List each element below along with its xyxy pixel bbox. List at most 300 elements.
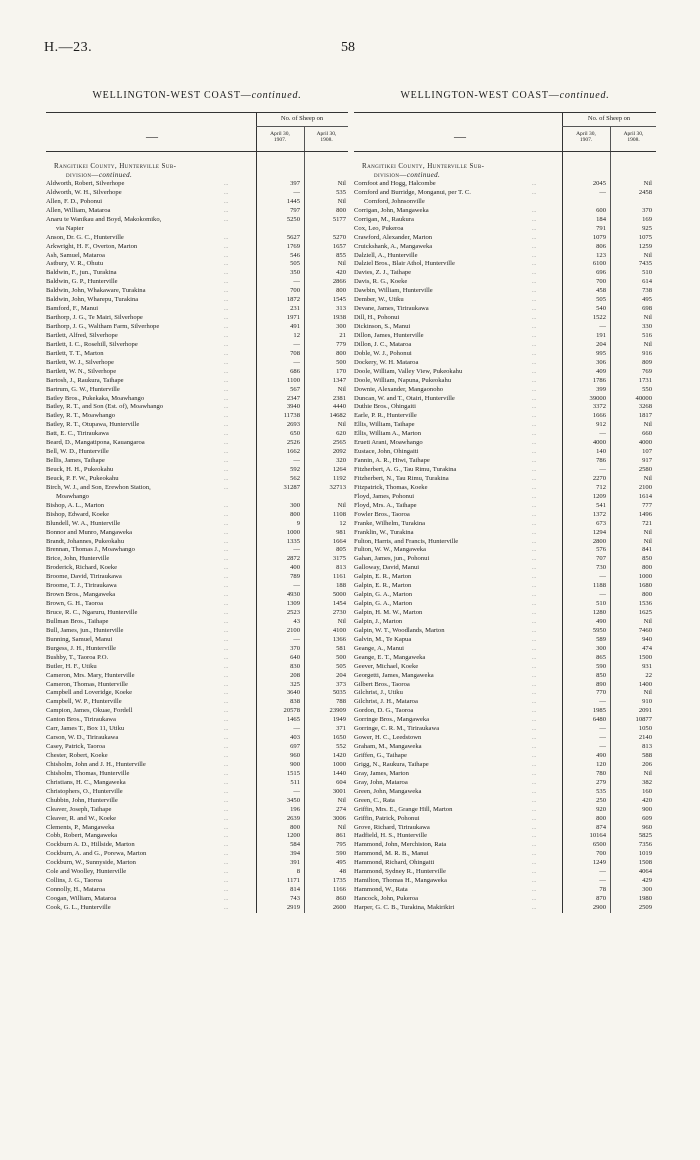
- owner-name: Campbell and Loveridge, Koeke: [46, 689, 133, 697]
- leader-dots: ...: [532, 395, 537, 402]
- table-row: [354, 752, 656, 761]
- sheep-1907: —: [293, 546, 300, 554]
- owner-name: Bamford, F., Manui: [46, 305, 99, 313]
- leader-dots: ...: [224, 896, 229, 902]
- year-1907-header: April 30, 1907.: [270, 131, 290, 143]
- leader-dots: ...: [532, 610, 537, 616]
- leader-dots: ...: [532, 860, 537, 867]
- leader-dots: ...: [224, 297, 229, 304]
- sheep-1907: 1100: [287, 376, 300, 384]
- leader-dots: ...: [224, 842, 229, 849]
- leader-dots: ...: [532, 744, 537, 751]
- sheep-1907: 3640: [286, 689, 300, 697]
- sheep-1908: Nil: [643, 528, 652, 536]
- leader-dots: ...: [532, 753, 537, 759]
- sheep-1907: 700: [596, 850, 606, 858]
- table-row: [354, 555, 656, 564]
- leader-dots: ...: [532, 770, 537, 777]
- leader-dots: ...: [224, 243, 229, 250]
- owner-name: Cockburn A. D., Hillside, Marton: [46, 841, 135, 849]
- sheep-1907: —: [293, 358, 300, 366]
- sheep-1908: 5270: [332, 233, 346, 241]
- sheep-1908: 3006: [332, 814, 346, 822]
- leader-dots: ...: [224, 815, 229, 822]
- owner-name: Collins, J. G., Taoroa: [46, 877, 103, 885]
- sheep-1907: 800: [596, 814, 606, 822]
- sheep-1908: 160: [642, 787, 652, 795]
- table-row: [354, 520, 656, 529]
- sheep-1908: 3175: [332, 555, 346, 563]
- sheep-1907: 2639: [286, 814, 300, 822]
- sheep-1908: 800: [336, 287, 346, 295]
- owner-name: Doble, W. J., Pohonui: [354, 349, 412, 357]
- leader-dots: ...: [224, 708, 229, 715]
- table-row: [354, 859, 656, 868]
- leader-dots: ...: [532, 726, 537, 733]
- sheep-1907: 306: [596, 358, 606, 366]
- table-row: [354, 546, 656, 555]
- sheep-1907: —: [599, 323, 606, 330]
- sheep-1907: 2800: [592, 537, 606, 545]
- sheep-1907: 1335: [286, 537, 300, 545]
- sheep-1908: 40000: [635, 394, 652, 402]
- sheep-1908: 1454: [332, 600, 346, 608]
- leader-dots: ...: [532, 297, 537, 304]
- sheep-1907: 797: [290, 206, 300, 214]
- sheep-1907: 400: [290, 564, 300, 572]
- table-body: [354, 152, 656, 913]
- sheep-1908: 917: [642, 457, 652, 465]
- sheep-1907: 120: [596, 760, 606, 768]
- sheep-1907: 490: [596, 752, 606, 759]
- table-row: [46, 707, 348, 716]
- sheep-1908: 698: [642, 305, 652, 313]
- table-row: [46, 234, 348, 243]
- table-row: [46, 895, 348, 904]
- table-row: [46, 502, 348, 511]
- owner-name: Bartlett, T. T., Marton: [46, 349, 104, 357]
- column-title: WELLINGTON-WEST COAST—continued.: [92, 90, 302, 101]
- leader-dots: ...: [224, 368, 229, 375]
- owner-name: Franke, Wilhelm, Turakina: [354, 519, 426, 527]
- owner-name: Gahan, James, jun., Pohonui: [354, 555, 430, 563]
- leader-dots: ...: [224, 261, 229, 268]
- left-column: [46, 90, 348, 913]
- sheep-1908: 841: [642, 546, 652, 554]
- sheep-1907: 140: [596, 448, 606, 456]
- sheep-1907: 686: [290, 367, 300, 375]
- table-row: [354, 386, 656, 395]
- owner-name: Dillon, James, Hunterville: [354, 331, 424, 339]
- owner-name: Bartlett, W. N., Silverhope: [46, 367, 117, 375]
- leader-dots: ...: [532, 761, 537, 768]
- table-row: [354, 403, 656, 412]
- table-row: [354, 305, 656, 314]
- sheep-1907: 708: [290, 349, 300, 357]
- owner-name: Dember, W., Utiku: [354, 296, 404, 304]
- leader-dots: ...: [224, 350, 229, 357]
- sheep-1908: Nil: [643, 340, 652, 348]
- table-row: [46, 511, 348, 520]
- sheep-1908: 1075: [638, 233, 652, 241]
- sheep-1907: 6100: [592, 260, 606, 268]
- sheep-1908: 1420: [332, 752, 346, 759]
- table-row: [46, 457, 348, 466]
- sheep-1908: 813: [642, 743, 652, 751]
- sheep-1907: 1171: [287, 877, 300, 885]
- leader-dots: ...: [224, 332, 229, 339]
- owner-name: Griffen, G., Taihape: [354, 752, 407, 759]
- table-row: [354, 439, 656, 448]
- owner-name: Brown, G. H., Taoroa: [46, 600, 104, 608]
- sheep-1907: 707: [596, 555, 606, 563]
- sheep-1908: 604: [336, 778, 346, 786]
- left-rows: [46, 180, 348, 913]
- sheep-1907: —: [599, 868, 606, 876]
- table-row: [354, 466, 656, 475]
- sheep-1908: 1508: [638, 859, 652, 867]
- sheep-1908: 373: [336, 680, 346, 688]
- leader-dots: ...: [224, 324, 229, 330]
- sheep-1907: 8: [296, 868, 300, 876]
- sheep-1907: 204: [596, 340, 606, 348]
- table-row: [46, 636, 348, 645]
- sheep-1908: 660: [642, 430, 652, 438]
- sheep-1907: 2693: [286, 421, 300, 429]
- leader-dots: ...: [532, 547, 537, 554]
- table-row: [354, 716, 656, 725]
- sheep-1908: 1259: [638, 242, 652, 250]
- table-row: [354, 591, 656, 600]
- table-row: [46, 868, 348, 877]
- sheep-1908: 1050: [638, 725, 652, 733]
- sheep-1908: 925: [642, 224, 652, 232]
- leader-dots: ...: [532, 458, 537, 465]
- sheep-1908: 107: [642, 448, 652, 456]
- sheep-1907: —: [599, 743, 606, 751]
- table-row: [354, 341, 656, 350]
- leader-dots: ...: [224, 824, 229, 831]
- sheep-1908: 813: [336, 564, 346, 572]
- table-row: [354, 314, 656, 323]
- table-row: [354, 877, 656, 886]
- sheep-1907: 960: [290, 752, 300, 759]
- owner-name: Carr, James T., Box 11, Utiku: [46, 725, 125, 733]
- owner-name: Gray, John, Mataroa: [354, 778, 408, 786]
- sheep-1907: 1985: [592, 707, 606, 715]
- owner-name: Batley, R. T., Moawhango: [46, 412, 116, 420]
- sheep-1908: 188: [336, 582, 346, 590]
- owner-name: Harper, G. C. B., Turakina, Makirikiri: [354, 903, 455, 911]
- leader-dots: ...: [224, 663, 229, 670]
- sheep-1907: 850: [596, 671, 606, 679]
- sheep-1907: 231: [290, 305, 300, 313]
- owner-name: Bishop, Edward, Koeke: [46, 510, 109, 518]
- leader-dots: ...: [224, 627, 229, 634]
- leader-dots: ...: [532, 181, 537, 187]
- owner-name: Galpin, E. R., Marton: [354, 573, 412, 581]
- leader-dots: ...: [224, 753, 229, 759]
- table-row: [46, 618, 348, 627]
- sheep-1908: 500: [336, 653, 346, 661]
- leader-dots: ...: [532, 431, 537, 438]
- owner-name: Connolly, H., Mataroa: [46, 886, 106, 894]
- page-header: [44, 40, 656, 60]
- sheep-1908: 429: [642, 877, 652, 885]
- table-row: [354, 609, 656, 618]
- leader-dots: ...: [532, 672, 537, 679]
- owner-name: Allen, William, Mataroa: [46, 206, 111, 214]
- leader-dots: ...: [224, 207, 229, 214]
- leader-dots: ...: [532, 350, 537, 357]
- sheep-1907: 2045: [592, 180, 606, 187]
- sheep-1908: 370: [642, 206, 652, 214]
- table-row: [46, 180, 348, 189]
- owner-name: Anson, Dr. G. C., Hunterville: [46, 233, 124, 241]
- owner-name: Gilbert Bros., Taoroa: [354, 680, 410, 688]
- table-row: [46, 207, 348, 216]
- sheep-1908: 620: [336, 430, 346, 438]
- sheep-1908: 420: [642, 796, 652, 804]
- sheep-1908: 330: [642, 323, 652, 330]
- table-row: [46, 654, 348, 663]
- leader-dots: ...: [224, 788, 229, 795]
- sheep-1908: 590: [336, 850, 346, 858]
- sheep-1908: 2580: [638, 466, 652, 473]
- owner-name: Gower, H. C., Leedstown: [354, 734, 422, 742]
- sheep-1907: 1465: [286, 716, 300, 724]
- sheep-1908: 1264: [332, 466, 346, 473]
- leader-dots: ...: [224, 636, 229, 643]
- leader-dots: ...: [224, 315, 229, 322]
- year-1907-header: April 30, 1907.: [576, 131, 596, 143]
- sheep-1908: 505: [336, 662, 346, 670]
- sheep-1907: 567: [290, 385, 300, 393]
- sheep-1908: 5035: [332, 689, 346, 697]
- table-row: [354, 627, 656, 636]
- sheep-1907: 325: [290, 680, 300, 688]
- leader-dots: ...: [224, 359, 229, 366]
- sheep-1908: 32713: [329, 483, 346, 491]
- leader-dots: ...: [224, 601, 229, 608]
- owner-name: Gorringe Bros., Mangaweka: [354, 716, 430, 724]
- sheep-1907: 1294: [592, 528, 606, 536]
- sheep-1908: 850: [642, 555, 652, 563]
- sheep-1908: 2140: [638, 734, 652, 742]
- leader-dots: ...: [224, 475, 229, 482]
- sheep-1907: 1249: [592, 859, 606, 867]
- table-row: [354, 645, 656, 654]
- sheep-1908: 1366: [332, 635, 346, 643]
- leader-dots: ...: [224, 502, 229, 509]
- leader-dots: ...: [532, 440, 537, 447]
- table-row: [46, 716, 348, 725]
- sheep-1908: 552: [336, 743, 346, 751]
- sheep-1908: 5177: [332, 215, 346, 223]
- leader-dots: ...: [532, 306, 537, 313]
- leader-dots: ...: [224, 234, 229, 241]
- owner-name: Beuck, P. F. W., Pukeokahu: [46, 474, 119, 482]
- leader-dots: ...: [532, 645, 537, 652]
- owner-name: Barthorp, J. G., Te Mairi, Silverhope: [46, 314, 143, 322]
- name-column-header: —: [146, 129, 158, 143]
- owner-name: Galpin, G. A., Marton: [354, 600, 413, 608]
- owner-name: Hammond, M. R. B., Manui: [354, 850, 429, 858]
- sheep-1907: 2900: [592, 903, 606, 911]
- leader-dots: ...: [224, 878, 229, 885]
- owner-name: Broome, T. J., Tiriraukawa: [46, 582, 117, 590]
- sheep-1908: 1440: [332, 769, 346, 777]
- table-row: [354, 841, 656, 850]
- sheep-1907: 2347: [286, 394, 300, 402]
- sheep-1908: 2091: [638, 707, 652, 715]
- table-body: [46, 152, 348, 913]
- leader-dots: ...: [532, 574, 537, 581]
- sheep-1907: 696: [596, 269, 606, 277]
- sheep-1907: 1000: [286, 528, 300, 536]
- leader-dots: ...: [532, 556, 537, 563]
- table-row: [354, 600, 656, 609]
- sheep-1908: 1664: [332, 537, 346, 545]
- owner-name: Clements, P., Mangaweka: [46, 823, 115, 831]
- owner-name: Fitzpatrick, Thomas, Koeke: [354, 483, 428, 491]
- sheep-1907: 1309: [286, 600, 300, 608]
- owner-name: Earle, P. R., Hunterville: [354, 412, 417, 420]
- sheep-1907: 39000: [589, 394, 606, 402]
- owner-name: Baldwin, G. P., Hunterville: [46, 278, 118, 286]
- sheep-1907: 397: [290, 180, 300, 187]
- leader-dots: ...: [224, 198, 229, 205]
- leader-dots: ...: [532, 565, 537, 572]
- owner-name: Brennan, Thomas J., Moawhango: [46, 546, 135, 554]
- column-title: WELLINGTON-WEST COAST—continued.: [400, 90, 610, 101]
- leader-dots: ...: [532, 583, 537, 590]
- table-row: [46, 395, 348, 404]
- owner-name: Batley Bros., Pukekaka, Moawhango: [46, 394, 145, 402]
- sheep-1907: 1280: [592, 609, 606, 616]
- leader-dots: ...: [224, 440, 229, 447]
- table-row: [46, 287, 348, 296]
- table-row: [46, 779, 348, 788]
- sheep-1907: 350: [290, 269, 300, 277]
- sheep-1907: 700: [596, 278, 606, 286]
- sheep-1907: 546: [290, 251, 300, 259]
- sheep-1907: 3940: [286, 403, 300, 411]
- sheep-1907: 5950: [592, 626, 606, 634]
- sheep-1907: 1971: [286, 314, 300, 322]
- table-row: [46, 439, 348, 448]
- owner-name: Carson, W. D., Tiriraukawa: [46, 734, 119, 742]
- sheep-1907: 874: [596, 823, 606, 831]
- table-row: [46, 904, 348, 913]
- sheep-1907: —: [599, 734, 606, 742]
- page-code: H.—23.: [44, 40, 93, 55]
- leader-dots: ...: [224, 806, 229, 813]
- sheep-1907: 6500: [592, 841, 606, 849]
- sheep-1908: Nil: [643, 314, 652, 322]
- owner-name: Fulton, Harris, and Francis, Hunterville: [354, 537, 459, 545]
- sheep-1908: 300: [336, 323, 346, 330]
- owner-name: Galvin, M., Te Kapua: [354, 635, 412, 643]
- table-row: [354, 260, 656, 269]
- sheep-count-header: No. of Sheep on: [562, 115, 656, 127]
- sheep-1907: 491: [290, 323, 300, 330]
- leader-dots: ...: [532, 538, 537, 545]
- sheep-1908: Nil: [337, 421, 346, 429]
- owner-name: Bartlett, Alfred, Silverhope: [46, 331, 118, 339]
- owner-name: Fitzherbert, A. G., Tau Rimu, Turakina: [354, 466, 457, 473]
- leader-dots: ...: [224, 386, 229, 393]
- table-row: [46, 216, 348, 225]
- owner-name: Galpin, W. T., Woodlands, Marton: [354, 626, 445, 634]
- leader-dots: ...: [532, 288, 537, 295]
- sheep-1907: 2523: [286, 609, 300, 616]
- sheep-1908: 7435: [638, 260, 652, 268]
- sheep-count-header: No. of Sheep on: [256, 115, 348, 127]
- table-row: [46, 609, 348, 618]
- sheep-1907: —: [293, 188, 300, 196]
- sheep-1908: 1735: [332, 877, 346, 885]
- leader-dots: ...: [224, 610, 229, 616]
- owner-name: Gray, James, Marton: [354, 769, 409, 777]
- right-rows: [354, 180, 656, 913]
- leader-dots: ...: [532, 833, 537, 840]
- leader-dots: ...: [224, 681, 229, 688]
- table-row: [46, 752, 348, 761]
- sheep-1907: —: [293, 787, 300, 795]
- owner-name: Birch, W. J., and Son, Erewhon Station,: [46, 483, 151, 491]
- owner-name: Campbell, W. P., Hunterville: [46, 698, 122, 706]
- table-row: [354, 234, 656, 243]
- sheep-1907: 1662: [286, 448, 300, 456]
- table-row: [354, 895, 656, 904]
- sheep-1908: 940: [642, 635, 652, 643]
- table-row: [46, 368, 348, 377]
- leader-dots: ...: [532, 279, 537, 286]
- leader-dots: ...: [532, 324, 537, 330]
- sheep-1908: 588: [642, 752, 652, 759]
- owner-name: Bull, James, jun., Hunterville: [46, 626, 124, 634]
- owner-name: Brown Bros., Mangaweka: [46, 591, 116, 599]
- owner-name: Hammond, Sydney R., Hunterville: [354, 868, 446, 876]
- sheep-1907: 1188: [593, 582, 606, 590]
- sheep-1908: 805: [336, 546, 346, 554]
- leader-dots: ...: [224, 699, 229, 706]
- table-row: [46, 198, 348, 207]
- sheep-1907: 184: [596, 215, 606, 223]
- sheep-1907: —: [293, 635, 300, 643]
- leader-dots: ...: [532, 708, 537, 715]
- table-row: [46, 529, 348, 538]
- sheep-1907: 370: [290, 644, 300, 652]
- leader-dots: ...: [532, 449, 537, 456]
- leader-dots: ...: [532, 896, 537, 902]
- sheep-1907: 900: [290, 760, 300, 768]
- leader-dots: ...: [532, 887, 537, 894]
- sheep-1908: 2730: [332, 609, 346, 616]
- table-row: [46, 600, 348, 609]
- sheep-1908: 170: [336, 367, 346, 375]
- sheep-1908: 21: [339, 331, 346, 339]
- owner-name: Cobb, Robert, Mangaweka: [46, 832, 118, 840]
- table-row: [46, 189, 348, 198]
- leader-dots: ...: [224, 449, 229, 456]
- owner-name: Chisholm, John and J. H., Hunterville: [46, 760, 146, 768]
- table-row: [354, 734, 656, 743]
- owner-name: Hammond, John, Merchiston, Rata: [354, 841, 447, 849]
- sheep-1908: 581: [336, 644, 346, 652]
- sheep-1908: 1400: [638, 680, 652, 688]
